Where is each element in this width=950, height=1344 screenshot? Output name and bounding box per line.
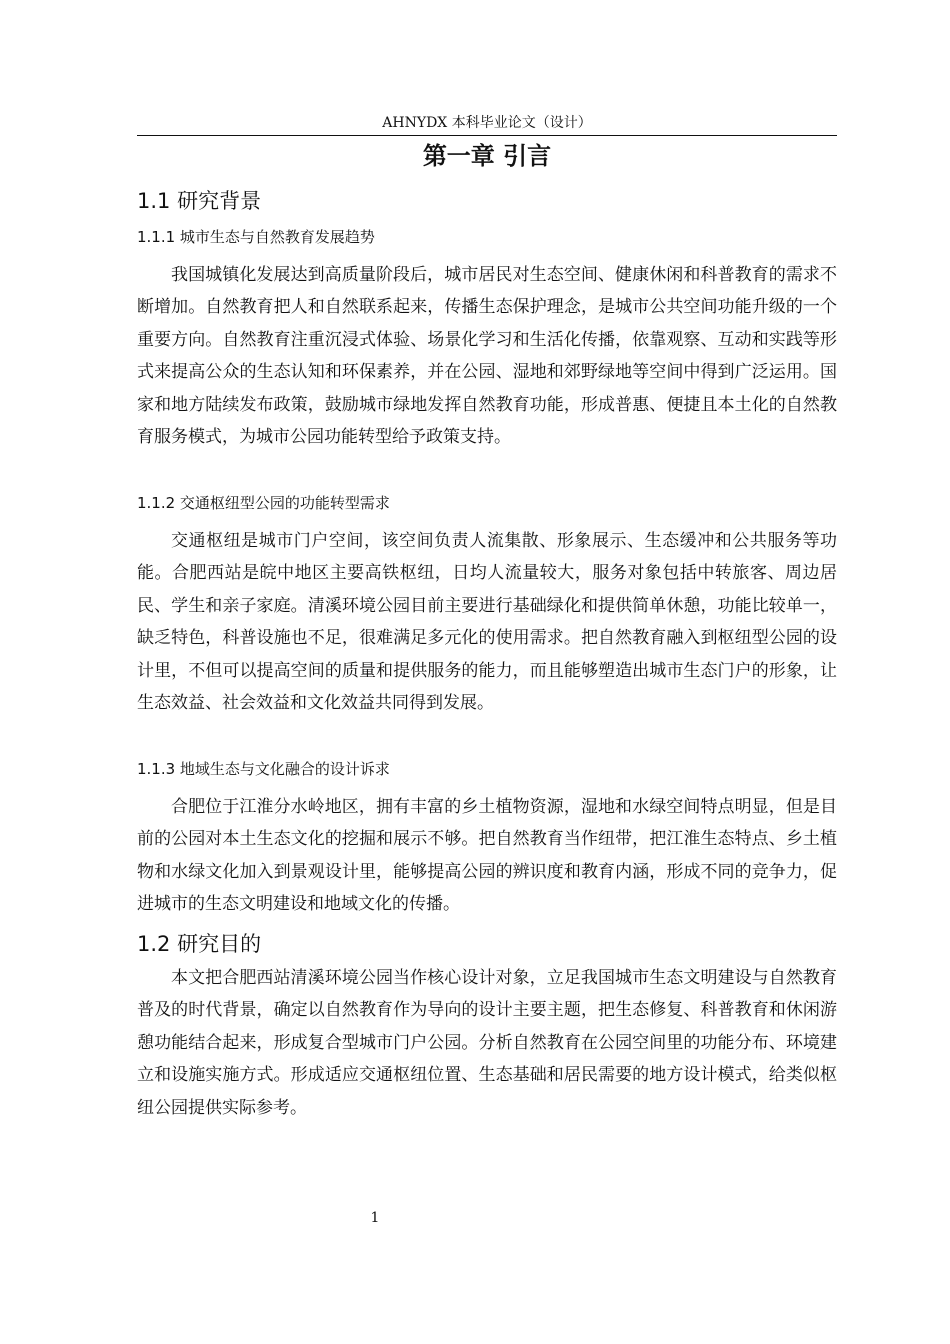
- header-rule: [137, 135, 837, 136]
- paragraph-trends: 我国城镇化发展达到高质量阶段后，城市居民对生态空间、健康休闲和科普教育的需求不断增加。自然教育把人和自然联系起来，传播生态保护理念，是城市公共空间功能升级的一个重要方向。自然教育注重沉浸式体验、场景化学习和生活化传播，依靠观察、互动和实践等形式来提高公众的生态认知和环保素养，并在公园、湿地和郊野绿地等空间中得到广泛运用。国家和地方陆续发布政策，鼓励城市绿地发挥自然教育功能，形成普惠、便捷且本土化的自然教育服务模式，为城市公园功能转型给予政策支持。: [137, 265, 837, 448]
- running-header: AHNYDX 本科毕业论文（设计）: [382, 115, 592, 131]
- subsection-heading-trends: 1.1.1 城市生态与自然教育发展趋势: [137, 228, 375, 246]
- section-heading-purpose: 1.2 研究目的: [137, 932, 262, 956]
- paragraph-purpose: 本文把合肥西站清溪环境公园当作核心设计对象，立足我国城市生态文明建设与自然教育普及的时代背景，确定以自然教育作为导向的设计主要主题，把生态修复、科普教育和休闲游憩功能结合起来，形成复合型城市门户公园。分析自然教育在公园空间里的功能分布、环境建立和设施实施方式。形成适应交通枢纽位置、生态基础和居民需要的地方设计模式，给类似枢纽公园提供实际参考。: [137, 968, 837, 1118]
- section-heading-background: 1.1 研究背景: [137, 189, 262, 213]
- chapter-title: 第一章 引言: [422, 142, 552, 170]
- page-number: 1: [370, 1210, 380, 1226]
- paragraph-transformation: 交通枢纽是城市门户空间，该空间负责人流集散、形象展示、生态缓冲和公共服务等功能。合肥西站是皖中地区主要高铁枢纽，日均人流量较大，服务对象包括中转旅客、周边居民、学生和亲子家庭。清溪环境公园目前主要进行基础绿化和提供简单休憩，功能比较单一，缺乏特色，科普设施也不足，很难满足多元化的使用需求。把自然教育融入到枢纽型公园的设计里，不但可以提高空间的质量和提供服务的能力，而且能够塑造出城市生态门户的形象，让生态效益、社会效益和文化效益共同得到发展。: [137, 531, 837, 714]
- subsection-heading-regional: 1.1.3 地域生态与文化融合的设计诉求: [137, 760, 390, 778]
- paragraph-regional: 合肥位于江淮分水岭地区，拥有丰富的乡土植物资源，湿地和水绿空间特点明显，但是目前的公园对本土生态文化的挖掘和展示不够。把自然教育当作纽带，把江淮生态特点、乡土植物和水绿文化加入到景观设计里，能够提高公园的辨识度和教育内涵，形成不同的竞争力，促进城市的生态文明建设和地域文化的传播。: [137, 797, 837, 915]
- subsection-heading-transformation: 1.1.2 交通枢纽型公园的功能转型需求: [137, 494, 390, 512]
